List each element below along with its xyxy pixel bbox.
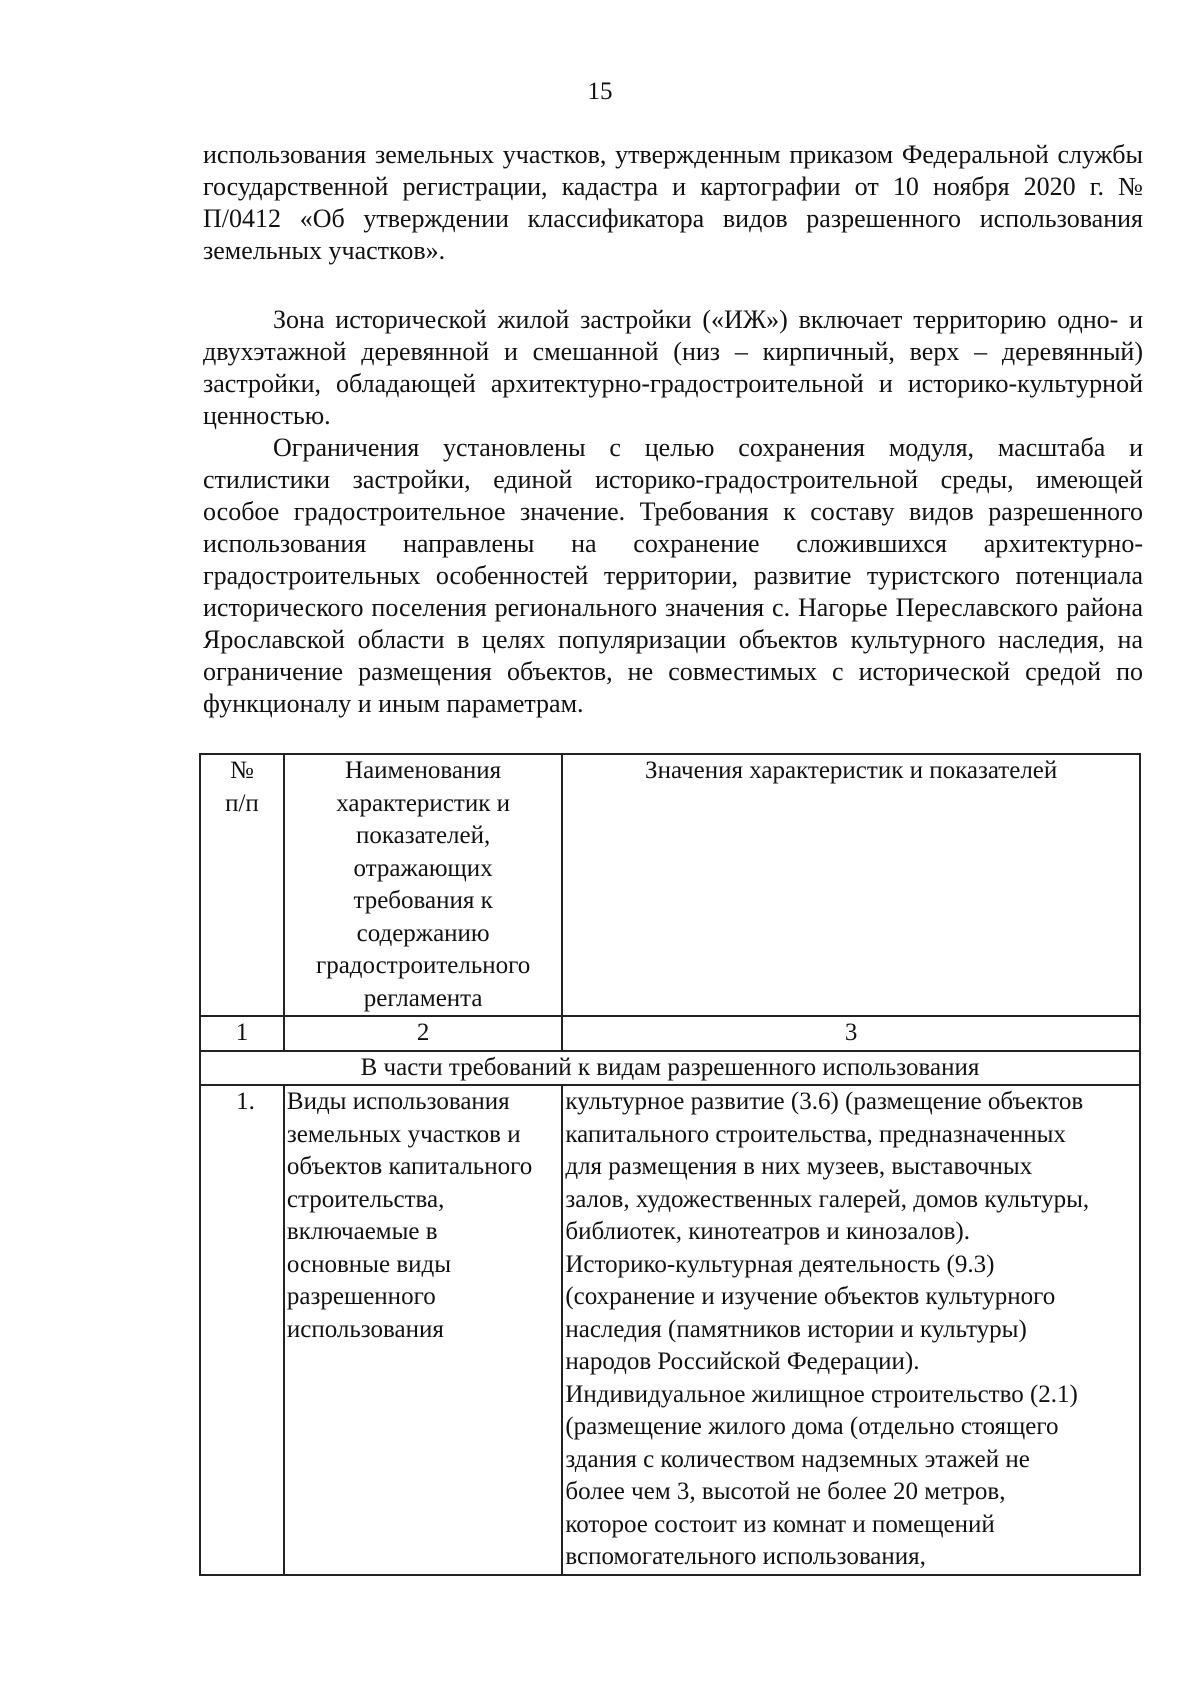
paragraph-restrictions bbox=[203, 432, 1143, 720]
header-name-cell bbox=[284, 754, 562, 1016]
table-section-row bbox=[200, 1051, 1140, 1086]
header-line: требования к bbox=[353, 887, 493, 914]
header-line: отражающих bbox=[353, 854, 493, 882]
cell-line: более чем 3, высотой не более 20 метров, bbox=[565, 1478, 1006, 1505]
header-line: содержанию bbox=[356, 919, 490, 947]
cell-line: земельных участков и bbox=[286, 1120, 521, 1148]
cell-line: здания с количеством надземных этажей не bbox=[565, 1445, 1030, 1473]
cell-line: строительства, bbox=[286, 1185, 445, 1213]
paragraph-text: Ограничения установлены с целью сохранения модуля, масштаба и стилистики застройки, единой историко-градостроительной среды, имеющей особое градостроительное значение. Требования к составу видов разрешенного использования направлены на сохранение сложившихся архитектурно-градостроительных особенностей территории, развитие туристского потенциала исторического поселения регионального значения с. Нагорье Переславского района Ярославской области в целях популяризации объектов культурного наследия, на ограничение размещения объектов, не совместимых с исторической средой по функционалу и иным параметрам. bbox=[203, 433, 1143, 718]
header-line: № bbox=[230, 757, 254, 784]
cell-line: объектов капитального bbox=[286, 1153, 533, 1180]
cell-line: наследия (памятников истории и культуры) bbox=[565, 1315, 1027, 1343]
numbering-cell: 3 bbox=[562, 1016, 1140, 1051]
header-line: Наименования bbox=[345, 757, 502, 784]
numbering-cell: 1 bbox=[200, 1016, 284, 1051]
cell-line: библиотек, кинотеатров и кинозалов). bbox=[565, 1218, 970, 1245]
cell-line: для размещения в них музеев, выставочных bbox=[565, 1153, 1033, 1180]
cell-line: включаемые в bbox=[286, 1218, 438, 1245]
cell-line: народов Российской Федерации). bbox=[565, 1348, 920, 1375]
paragraph-zone-description bbox=[203, 304, 1143, 432]
cell-line: использования bbox=[286, 1315, 444, 1343]
row-name-cell bbox=[284, 1085, 562, 1575]
cell-line: (сохранение и изучение объектов культурного bbox=[565, 1283, 1056, 1310]
header-line: градостроительного bbox=[315, 952, 531, 979]
header-line: регламента bbox=[363, 984, 483, 1012]
row-values-cell bbox=[562, 1085, 1140, 1575]
cell-line: (размещение жилого дома (отдельно стоящего bbox=[565, 1413, 1059, 1440]
cell-line: которое состоит из комнат и помещений bbox=[565, 1510, 995, 1538]
paragraph-continuation bbox=[203, 139, 1143, 267]
cell-line: Индивидуальное жилищное строительство (2.1) bbox=[565, 1380, 1078, 1408]
header-line: п/п bbox=[225, 789, 259, 817]
cell-line: вспомогательного использования, bbox=[565, 1543, 926, 1570]
header-values-cell: Значения характеристик и показателей bbox=[562, 754, 1140, 1016]
numbering-cell: 2 bbox=[284, 1016, 562, 1051]
header-number-cell bbox=[200, 754, 284, 1016]
cell-line: разрешенного bbox=[286, 1283, 436, 1310]
cell-line: залов, художественных галерей, домов культуры, bbox=[565, 1185, 1090, 1213]
table-row bbox=[200, 1085, 1140, 1575]
cell-line: Историко-культурная деятельность (9.3) bbox=[565, 1250, 995, 1278]
cell-line: основные виды bbox=[286, 1250, 452, 1278]
cell-line: Виды использования bbox=[286, 1088, 510, 1115]
cell-line: капитального строительства, предназначенных bbox=[565, 1120, 1066, 1148]
cell-line: культурное развитие (3.6) (размещение объектов bbox=[565, 1088, 1084, 1115]
page-number: 15 bbox=[587, 78, 613, 105]
paragraph-text: Зона исторической жилой застройки («ИЖ») включает территорию одно- и двухэтажной деревянной и смешанной (низ – кирпичный, верх – деревянный) застройки, обладающей архитектурно-градостроительной и историко-культурной ценностью. bbox=[203, 305, 1143, 430]
row-number-cell: 1. bbox=[200, 1085, 284, 1575]
header-line: характеристик и bbox=[336, 789, 510, 817]
paragraph-text: использования земельных участков, утвержденным приказом Федеральной службы государственной регистрации, кадастра и картографии от 10 ноября 2020 г. № П/0412 «Об утверждении классификатора видов разрешенного использования земельных участков». bbox=[203, 140, 1143, 265]
table-numbering-row bbox=[200, 1016, 1140, 1051]
regulation-table bbox=[199, 753, 1141, 1576]
header-line: показателей, bbox=[355, 822, 491, 849]
section-title-cell: В части требований к видам разрешенного использования bbox=[200, 1051, 1140, 1086]
table-header-row bbox=[200, 754, 1140, 1016]
